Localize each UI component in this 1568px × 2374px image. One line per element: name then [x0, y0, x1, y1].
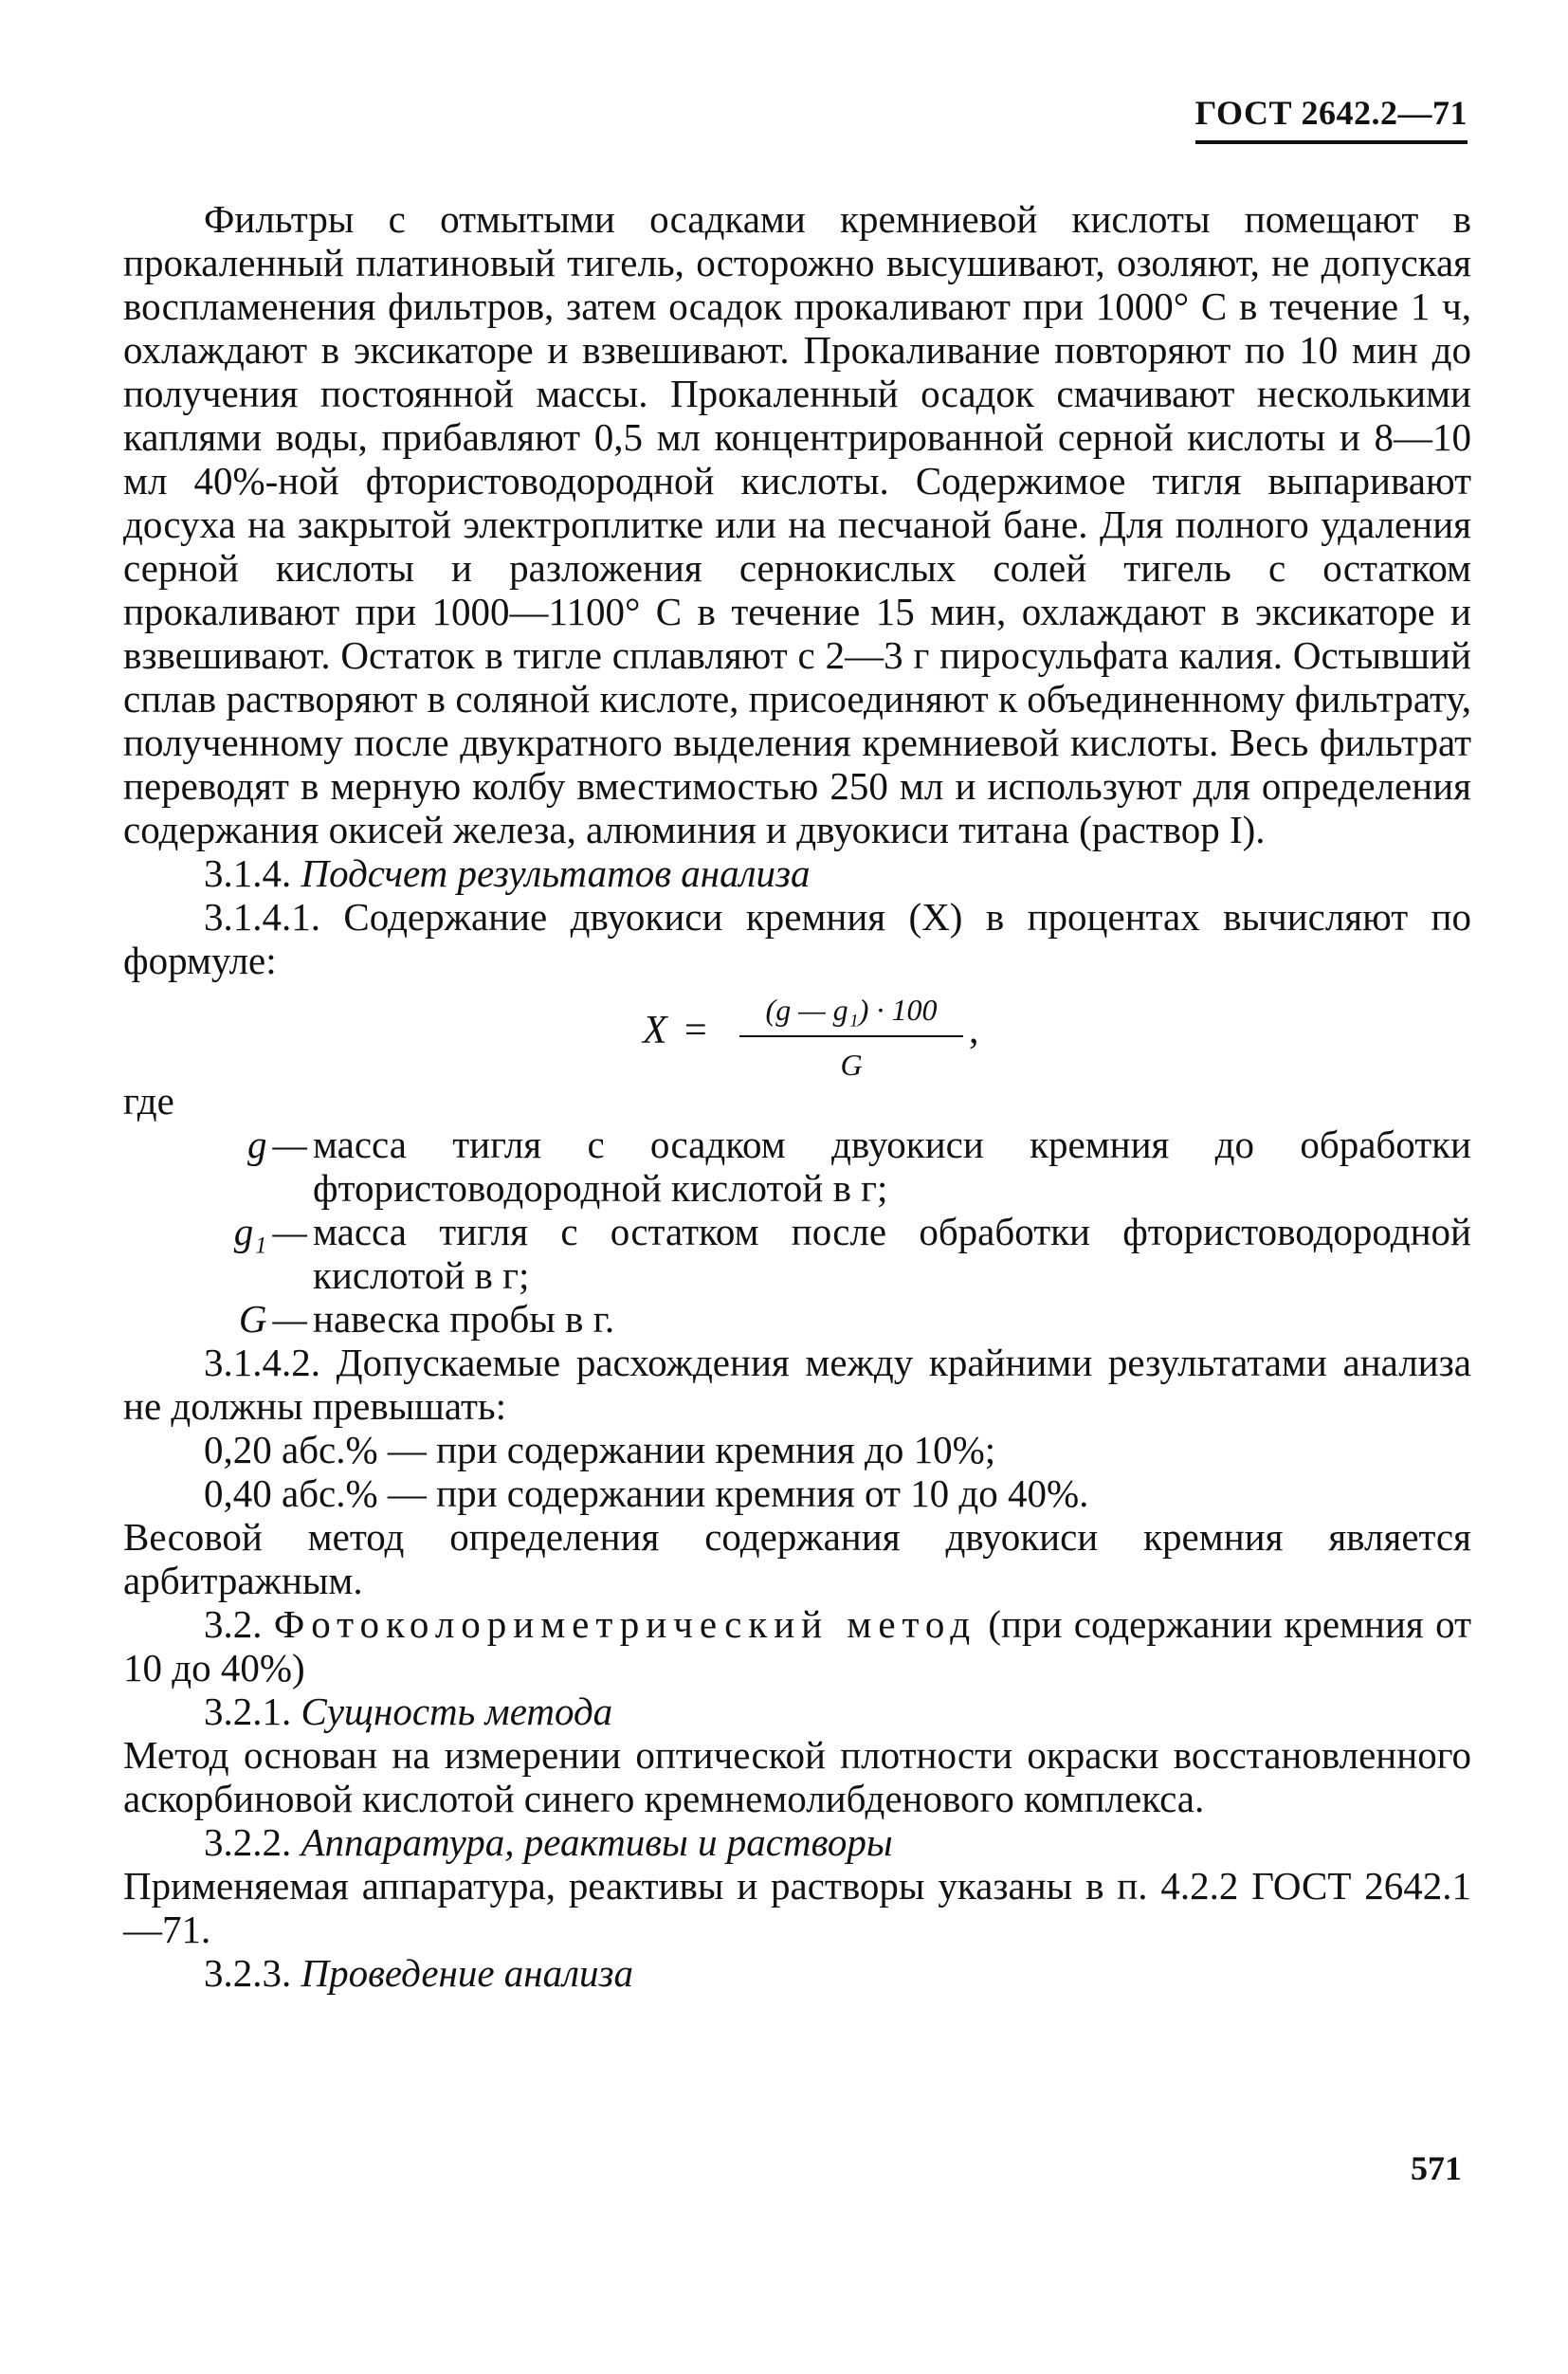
- section-title: Подсчет результатов анализа: [301, 851, 811, 895]
- tolerance-line-2: 0,40 абс.% — при содержании кремния от 10 до 40%.: [204, 1471, 1089, 1515]
- section-3-1-4-heading: [123, 851, 1471, 895]
- paragraph-procedure: Фильтры с отмытыми осадками кремниевой кислоты помещают в прокаленный платиновый тигель, осторожно высушивают, озоляют, не допуская воспламенения фильтров, затем осадок прокаливают при 1000° С в течение 1 ч, охлаждают в эксикаторе и взвешивают. Прокаливание повторяют по 10 мин до получения постоянной массы. Прокаленный осадок смачивают несколькими каплями воды, прибавляют 0,5 мл концентрированной серной кислоты и 8—10 мл 40%-ной фтористоводородной кислоты. Содержимое тигля выпаривают досуха на закрытой электроплитке или на песчаной бане. Для полного удаления серной кислоты и разложения сернокислых солей тигель с остатком прокаливают при 1000—1100° С в течение 15 мин, охлаждают в эксикаторе и взвешивают. Остаток в тигле сплавляют с 2—3 г пиросульфата калия. Остывший сплав растворяют в соляной кислоте, присоединяют к объединенному фильтрату, полученному после двукратного выделения кремниевой кислоты. Весь фильтрат переводят в мерную колбу вместимостью 250 мл и используют для определения содержания окисей железа, алюминия и двуокиси титана (раствор I).: [123, 197, 1471, 851]
- paragraph-arbitrage: Весовой метод определения содержания двуокиси кремния является арбитражным.: [123, 1515, 1471, 1602]
- definition-text: масса тигля с остатком после обработки фтористоводородной кислотой в г;: [313, 1210, 1471, 1297]
- paragraph-3-1-4-2: 3.1.4.2. Допускаемые расхождения между крайними результатами анализа не должны превышать:: [123, 1341, 1471, 1428]
- symbol-text: g: [247, 1123, 267, 1166]
- definition-text: масса тигля с осадком двуокиси кремния до обработки фтористоводородной кислотой в г;: [313, 1123, 1471, 1210]
- section-number: 3.2.: [204, 1602, 263, 1646]
- section-title: Фотоколориметрический метод: [273, 1602, 977, 1646]
- section-3-2-1-heading: [123, 1689, 1471, 1733]
- document-body: [123, 197, 1471, 1995]
- definition-g1: [123, 1210, 1471, 1297]
- symbol-text: g₁: [233, 1210, 267, 1253]
- dash: —: [272, 1297, 307, 1341]
- section-number: 3.2.1.: [204, 1689, 292, 1733]
- formula-lhs: X: [643, 1009, 667, 1052]
- definition-symbol: [123, 1297, 313, 1341]
- formula-numerator: (g — g₁) · 100: [739, 988, 963, 1037]
- paragraph-3-2-1: Метод основан на измерении оптической плотности окраски восстановленного аскорбиновой кислотой синего кремнемолибденового комплекса.: [123, 1733, 1471, 1820]
- section-number: 3.2.2.: [204, 1820, 292, 1864]
- definition-G: [123, 1297, 1471, 1341]
- section-title: Сущность метода: [301, 1689, 613, 1733]
- formula-silicon-dioxide: [123, 988, 1471, 1082]
- where-label: где: [123, 1079, 174, 1123]
- paragraph-3-2-2: Применяемая аппаратура, реактивы и растворы указаны в п. 4.2.2 ГОСТ 2642.1—71.: [123, 1864, 1471, 1951]
- section-3-2-2-heading: [123, 1820, 1471, 1864]
- dash: —: [272, 1210, 307, 1253]
- formula-denominator: G: [840, 1048, 863, 1082]
- paragraph-3-1-4-1: 3.1.4.1. Содержание двуокиси кремния (X) в процентах вычисляют по формуле:: [123, 895, 1471, 982]
- section-number: 3.1.4.: [204, 851, 292, 895]
- section-3-2-heading: [123, 1602, 1471, 1689]
- section-title: Аппаратура, реактивы и растворы: [301, 1820, 893, 1864]
- formula-comma: ,: [969, 1009, 979, 1052]
- section-3-2-3-heading: [123, 1951, 1471, 1995]
- page-number: 571: [1411, 2149, 1462, 2187]
- section-title: Проведение анализа: [301, 1951, 634, 1995]
- tolerance-line-1: 0,20 абс.% — при содержании кремния до 10%;: [204, 1428, 996, 1471]
- definition-symbol: [123, 1210, 313, 1297]
- definition-g: [123, 1123, 1471, 1210]
- definition-symbol: [123, 1123, 313, 1210]
- symbol-text: G: [238, 1297, 267, 1341]
- section-number: 3.2.3.: [204, 1951, 292, 1995]
- formula-fraction: [739, 988, 963, 1087]
- section-subtitle: (при содержании кремния от 10 до 40%): [123, 1602, 1471, 1689]
- dash: —: [272, 1123, 307, 1166]
- formula-equals: =: [684, 1009, 707, 1052]
- standard-header: ГОСТ 2642.2—71: [1195, 93, 1468, 144]
- definition-text: навеска пробы в г.: [313, 1297, 615, 1341]
